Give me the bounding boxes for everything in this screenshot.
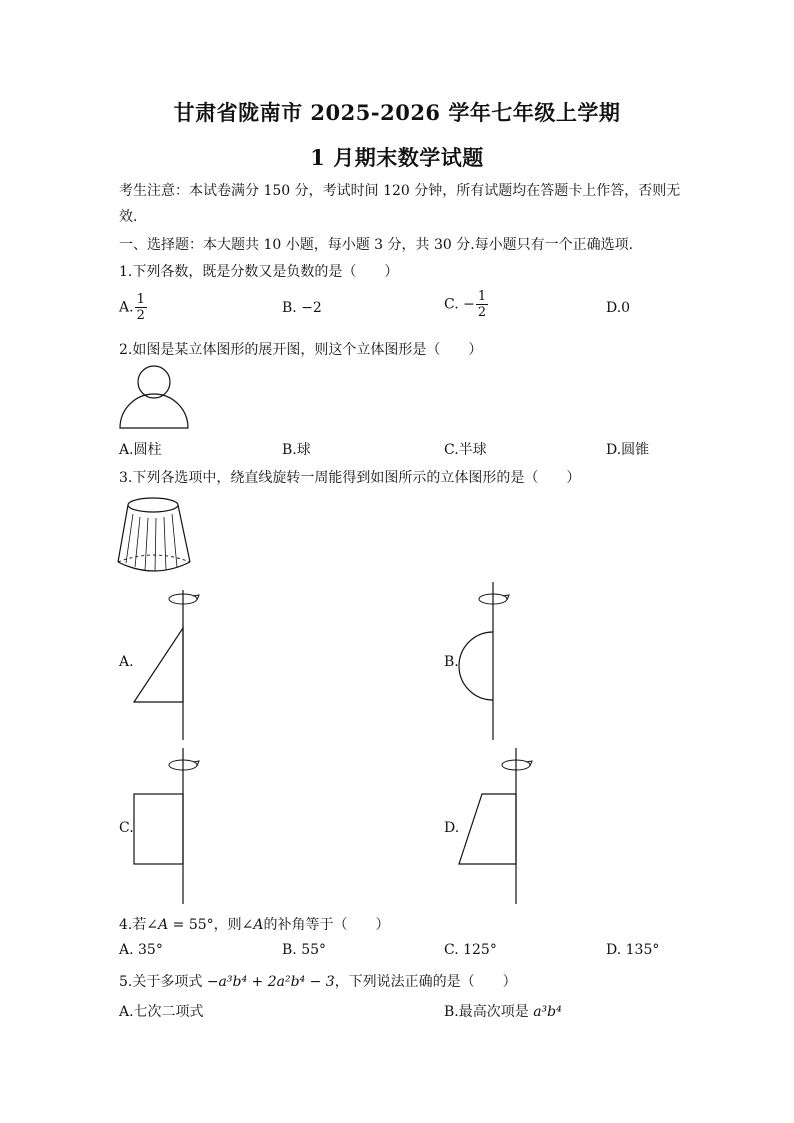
section-heading: 一、选择题：本大题共 10 小题，每小题 3 分，共 30 分.每小题只有一个正确选项. bbox=[119, 237, 634, 253]
q5-option-a[interactable]: A.七次二项式 bbox=[119, 1004, 204, 1020]
question-3-stem: 3.下列各选项中，绕直线旋转一周能得到如图所示的立体图形的是（ ） bbox=[119, 470, 581, 486]
q4-option-c[interactable]: C. 125° bbox=[444, 942, 497, 958]
q3-option-c[interactable]: C. bbox=[119, 820, 134, 836]
q1-option-b[interactable]: B. −2 bbox=[282, 300, 322, 316]
page-title: 甘肃省陇南市 2025-2026 学年七年级上学期 bbox=[173, 100, 621, 125]
question-4-stem: 4.若∠A = 55°，则∠A的补角等于（ ） bbox=[119, 917, 390, 933]
q3d-trapezoid-shape bbox=[459, 794, 516, 864]
q3-option-d[interactable]: D. bbox=[444, 820, 460, 836]
q1-option-c-label: C. − bbox=[444, 296, 475, 313]
q1-option-a-label: A. bbox=[119, 299, 134, 316]
q4-option-d[interactable]: D. 135° bbox=[606, 942, 660, 958]
q3-option-b[interactable]: B. bbox=[444, 654, 459, 670]
question-2-stem: 2.如图是某立体图形的展开图，则这个立体图形是（ ） bbox=[119, 342, 483, 358]
question-1-stem: 1.下列各数，既是分数又是负数的是（ ） bbox=[119, 264, 399, 280]
q2-option-a[interactable]: A.圆柱 bbox=[119, 442, 162, 458]
q4-option-b[interactable]: B. 55° bbox=[282, 942, 327, 958]
question-5-stem: 5.关于多项式 −a³b⁴ + 2a²b⁴ − 3，下列说法正确的是（ ） bbox=[119, 974, 517, 990]
q4-option-a[interactable]: A. 35° bbox=[119, 942, 163, 958]
q1-option-a-fraction: $\frac{1}{2}$ bbox=[136, 292, 145, 323]
page-subtitle: 1 月期末数学试题 bbox=[310, 145, 484, 170]
q3-option-a[interactable]: A. bbox=[119, 654, 134, 670]
q2-option-c[interactable]: C.半球 bbox=[444, 442, 487, 458]
q1-option-c-fraction: $\frac{1}{2}$ bbox=[477, 289, 487, 320]
q2-option-d[interactable]: D.圆锥 bbox=[606, 442, 650, 458]
q5-polynomial: −a³b⁴ + 2a²b⁴ − 3 bbox=[206, 974, 335, 990]
notice-line-1: 考生注意：本试卷满分 150 分，考试时间 120 分钟，所有试题均在答题卡上作答，否则无 bbox=[119, 183, 681, 199]
notice-line-2: 效. bbox=[119, 209, 138, 225]
q5-option-b[interactable]: B.最高次项是 a³b⁴ bbox=[444, 1004, 562, 1020]
q1-option-d[interactable]: D.0 bbox=[606, 300, 631, 316]
q2-option-b[interactable]: B.球 bbox=[282, 442, 311, 458]
